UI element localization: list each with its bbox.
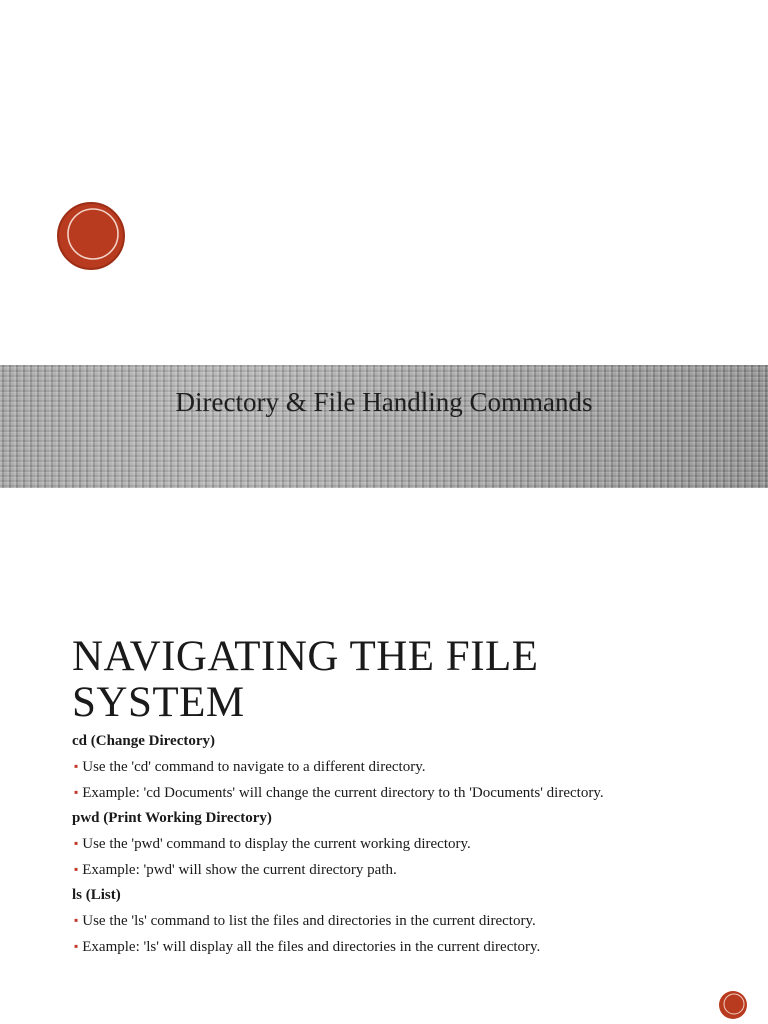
bullet-text: Use the 'cd' command to navigate to a different directory.	[82, 759, 426, 775]
bullet-icon: ▪	[74, 836, 79, 850]
bullet-item	[72, 911, 732, 930]
bullet-item	[72, 834, 732, 853]
bullet-item	[72, 860, 732, 879]
bullet-item	[72, 937, 732, 956]
bullet-icon: ▪	[74, 862, 79, 876]
section-heading: cd (Change Directory)	[72, 733, 216, 749]
bullet-text: Example: 'pwd' will show the current directory path.	[82, 862, 397, 878]
bullet-icon: ▪	[74, 759, 79, 773]
slide-content	[72, 732, 732, 963]
section-heading: pwd (Print Working Directory)	[72, 810, 272, 826]
title-banner	[0, 365, 768, 488]
bullet-icon: ▪	[74, 939, 79, 953]
bullet-icon: ▪	[74, 913, 79, 927]
bullet-text: Use the 'pwd' command to display the current working directory.	[82, 836, 471, 852]
bullet-text: Example: 'ls' will display all the files and directories in the current directory.	[82, 939, 541, 955]
section-heading: ls (List)	[72, 887, 121, 903]
bullet-item	[72, 757, 732, 776]
bullet-item	[72, 783, 732, 802]
slide-title: NAVIGATING THE FILE SYSTEM	[72, 633, 539, 726]
decorative-circle-logo	[57, 202, 125, 270]
bullet-text: Use the 'ls' command to list the files and directories in the current directory.	[82, 913, 536, 929]
content-slide	[0, 540, 768, 1024]
bullet-icon: ▪	[74, 785, 79, 799]
banner-title: Directory & File Handling Commands	[175, 387, 593, 417]
bullet-text: Example: 'cd Documents' will change the current directory to th 'Documents' directory.	[82, 785, 604, 801]
decorative-circle-logo-small	[718, 990, 748, 1020]
